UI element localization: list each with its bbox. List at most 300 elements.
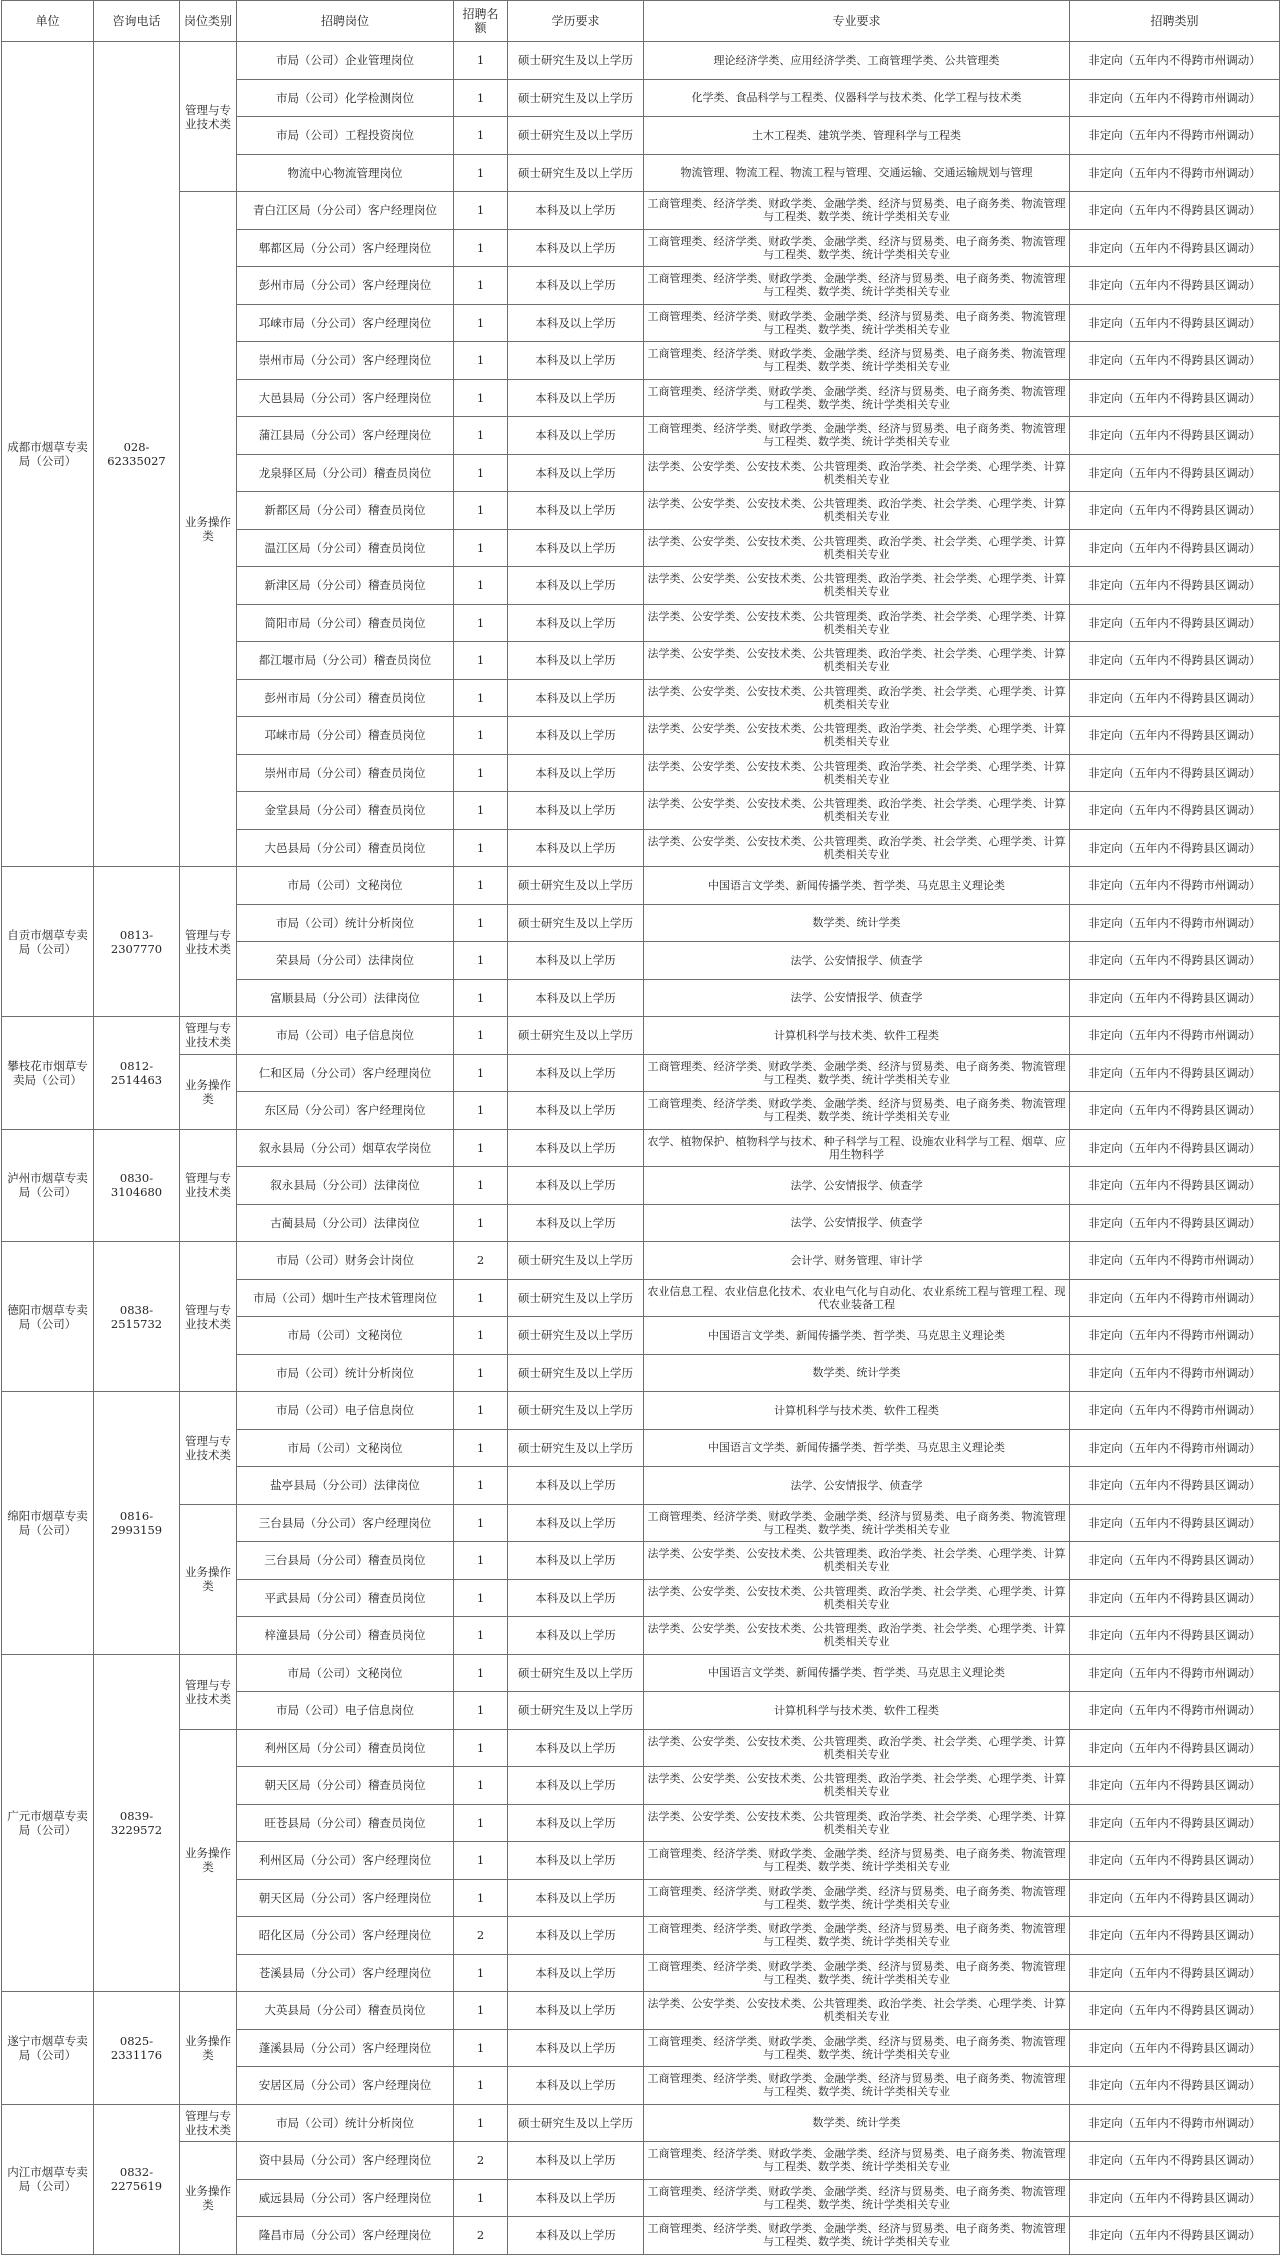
major: 法学、公安情报学、侦查学 <box>644 1467 1070 1505</box>
education: 本科及以上学历 <box>508 1879 644 1917</box>
major: 计算机科学与技术类、软件工程类 <box>644 1392 1070 1430</box>
table-row <box>2 1054 1280 1092</box>
position-name: 威远县局（分公司）客户经理岗位 <box>237 2179 454 2217</box>
position-name: 三台县局（分公司）客户经理岗位 <box>237 1504 454 1542</box>
position-category: 管理与专业技术类 <box>180 867 237 1017</box>
major: 工商管理类、经济学类、财政学类、金融学类、经济与贸易类、电子商务类、物流管理与工程类、数学类、统计学类相关专业 <box>644 1842 1070 1880</box>
major: 法学类、公安学类、公安技术类、公共管理类、政治学类、社会学类、心理学类、计算机类相关专业 <box>644 604 1070 642</box>
quota: 1 <box>454 2179 508 2217</box>
recruit-type: 非定向（五年内不得跨县区调动） <box>1070 229 1280 267</box>
recruit-type: 非定向（五年内不得跨县区调动） <box>1070 2067 1280 2105</box>
quota: 1 <box>454 792 508 830</box>
quota: 1 <box>454 1579 508 1617</box>
position-name: 市局（公司）统计分析岗位 <box>237 1354 454 1392</box>
position-category: 管理与专业技术类 <box>180 1129 237 1242</box>
quota: 1 <box>454 604 508 642</box>
education: 本科及以上学历 <box>508 829 644 867</box>
recruit-type: 非定向（五年内不得跨市州调动） <box>1070 117 1280 155</box>
position-name: 都江堰市局（分公司）稽查员岗位 <box>237 642 454 680</box>
major: 计算机科学与技术类、软件工程类 <box>644 1017 1070 1055</box>
position-category: 管理与专业技术类 <box>180 1392 237 1505</box>
position-name: 市局（公司）烟叶生产技术管理岗位 <box>237 1279 454 1317</box>
recruit-type: 非定向（五年内不得跨县区调动） <box>1070 1467 1280 1505</box>
education: 本科及以上学历 <box>508 267 644 305</box>
education: 硕士研究生及以上学历 <box>508 117 644 155</box>
unit-phone: 0816-2993159 <box>94 1392 180 1655</box>
position-name: 青白江区局（分公司）客户经理岗位 <box>237 192 454 230</box>
education: 硕士研究生及以上学历 <box>508 1242 644 1280</box>
recruit-type: 非定向（五年内不得跨县区调动） <box>1070 2217 1280 2255</box>
unit-phone: 0830-3104680 <box>94 1129 180 1242</box>
position-name: 资中县局（分公司）客户经理岗位 <box>237 2142 454 2180</box>
header-position: 招聘岗位 <box>237 1 454 42</box>
major: 农业信息工程、农业信息化技术、农业电气化与自动化、农业系统工程与管理工程、现代农业装备工程 <box>644 1279 1070 1317</box>
major: 法学类、公安学类、公安技术类、公共管理类、政治学类、社会学类、心理学类、计算机类相关专业 <box>644 754 1070 792</box>
major: 工商管理类、经济学类、财政学类、金融学类、经济与贸易类、电子商务类、物流管理与工程类、数学类、统计学类相关专业 <box>644 417 1070 455</box>
recruit-type: 非定向（五年内不得跨县区调动） <box>1070 454 1280 492</box>
recruit-type: 非定向（五年内不得跨县区调动） <box>1070 2179 1280 2217</box>
recruit-type: 非定向（五年内不得跨县区调动） <box>1070 2029 1280 2067</box>
position-name: 邛崃市局（分公司）稽查员岗位 <box>237 717 454 755</box>
major: 法学类、公安学类、公安技术类、公共管理类、政治学类、社会学类、心理学类、计算机类相关专业 <box>644 679 1070 717</box>
recruit-type: 非定向（五年内不得跨市州调动） <box>1070 1354 1280 1392</box>
quota: 1 <box>454 1429 508 1467</box>
unit-phone: 0813-2307770 <box>94 867 180 1017</box>
quota: 1 <box>454 979 508 1017</box>
position-name: 东区局（分公司）客户经理岗位 <box>237 1092 454 1130</box>
quota: 1 <box>454 417 508 455</box>
recruit-type: 非定向（五年内不得跨市州调动） <box>1070 1317 1280 1355</box>
recruit-type: 非定向（五年内不得跨县区调动） <box>1070 1617 1280 1655</box>
unit-name: 自贡市烟草专卖局（公司） <box>2 867 94 1017</box>
position-name: 彭州市局（分公司）稽查员岗位 <box>237 679 454 717</box>
position-name: 市局（公司）财务会计岗位 <box>237 1242 454 1280</box>
recruit-type: 非定向（五年内不得跨县区调动） <box>1070 1992 1280 2030</box>
unit-phone: 0839-3229572 <box>94 1654 180 1992</box>
education: 本科及以上学历 <box>508 1992 644 2030</box>
major: 工商管理类、经济学类、财政学类、金融学类、经济与贸易类、电子商务类、物流管理与工程类、数学类、统计学类相关专业 <box>644 229 1070 267</box>
education: 本科及以上学历 <box>508 1092 644 1130</box>
major: 法学类、公安学类、公安技术类、公共管理类、政治学类、社会学类、心理学类、计算机类相关专业 <box>644 829 1070 867</box>
education: 本科及以上学历 <box>508 417 644 455</box>
recruit-type: 非定向（五年内不得跨县区调动） <box>1070 1167 1280 1205</box>
quota: 1 <box>454 867 508 905</box>
quota: 1 <box>454 1842 508 1880</box>
quota: 2 <box>454 1917 508 1955</box>
major: 数学类、统计学类 <box>644 1354 1070 1392</box>
recruit-type: 非定向（五年内不得跨市州调动） <box>1070 1692 1280 1730</box>
quota: 1 <box>454 1129 508 1167</box>
recruit-type: 非定向（五年内不得跨县区调动） <box>1070 342 1280 380</box>
education: 本科及以上学历 <box>508 1842 644 1880</box>
position-name: 三台县局（分公司）稽查员岗位 <box>237 1542 454 1580</box>
position-category: 管理与专业技术类 <box>180 1654 237 1729</box>
recruit-type: 非定向（五年内不得跨县区调动） <box>1070 267 1280 305</box>
major: 法学类、公安学类、公安技术类、公共管理类、政治学类、社会学类、心理学类、计算机类相关专业 <box>644 1767 1070 1805</box>
recruit-type: 非定向（五年内不得跨市州调动） <box>1070 867 1280 905</box>
table-row <box>2 867 1280 905</box>
education: 本科及以上学历 <box>508 529 644 567</box>
recruit-type: 非定向（五年内不得跨市州调动） <box>1070 1392 1280 1430</box>
education: 本科及以上学历 <box>508 1804 644 1842</box>
position-name: 平武县局（分公司）稽查员岗位 <box>237 1579 454 1617</box>
recruit-type: 非定向（五年内不得跨市州调动） <box>1070 1279 1280 1317</box>
position-name: 利州区局（分公司）客户经理岗位 <box>237 1842 454 1880</box>
major: 化学类、食品科学与工程类、仪器科学与技术类、化学工程与技术类 <box>644 79 1070 117</box>
quota: 1 <box>454 1392 508 1430</box>
education: 本科及以上学历 <box>508 229 644 267</box>
education: 本科及以上学历 <box>508 1917 644 1955</box>
position-name: 叙永县局（分公司）法律岗位 <box>237 1167 454 1205</box>
position-name: 蒲江县局（分公司）客户经理岗位 <box>237 417 454 455</box>
quota: 1 <box>454 2104 508 2142</box>
quota: 1 <box>454 1954 508 1992</box>
recruit-type: 非定向（五年内不得跨县区调动） <box>1070 1129 1280 1167</box>
major: 法学类、公安学类、公安技术类、公共管理类、政治学类、社会学类、心理学类、计算机类相关专业 <box>644 1579 1070 1617</box>
table-row <box>2 1654 1280 1692</box>
major: 工商管理类、经济学类、财政学类、金融学类、经济与贸易类、电子商务类、物流管理与工程类、数学类、统计学类相关专业 <box>644 2029 1070 2067</box>
table-row <box>2 2142 1280 2180</box>
position-name: 新津区局（分公司）稽查员岗位 <box>237 567 454 605</box>
education: 本科及以上学历 <box>508 1129 644 1167</box>
education: 本科及以上学历 <box>508 717 644 755</box>
quota: 1 <box>454 1017 508 1055</box>
education: 硕士研究生及以上学历 <box>508 1392 644 1430</box>
recruit-type: 非定向（五年内不得跨县区调动） <box>1070 1767 1280 1805</box>
position-name: 隆昌市局（分公司）客户经理岗位 <box>237 2217 454 2255</box>
quota: 1 <box>454 117 508 155</box>
recruit-type: 非定向（五年内不得跨县区调动） <box>1070 192 1280 230</box>
education: 硕士研究生及以上学历 <box>508 867 644 905</box>
education: 硕士研究生及以上学历 <box>508 1354 644 1392</box>
education: 本科及以上学历 <box>508 379 644 417</box>
table-row <box>2 1242 1280 1280</box>
position-name: 苍溪县局（分公司）客户经理岗位 <box>237 1954 454 1992</box>
major: 工商管理类、经济学类、财政学类、金融学类、经济与贸易类、电子商务类、物流管理与工程类、数学类、统计学类相关专业 <box>644 1954 1070 1992</box>
major: 工商管理类、经济学类、财政学类、金融学类、经济与贸易类、电子商务类、物流管理与工程类、数学类、统计学类相关专业 <box>644 2217 1070 2255</box>
major: 法学类、公安学类、公安技术类、公共管理类、政治学类、社会学类、心理学类、计算机类相关专业 <box>644 1617 1070 1655</box>
recruit-type: 非定向（五年内不得跨市州调动） <box>1070 79 1280 117</box>
major: 工商管理类、经济学类、财政学类、金融学类、经济与贸易类、电子商务类、物流管理与工程类、数学类、统计学类相关专业 <box>644 1504 1070 1542</box>
header-type: 招聘类别 <box>1070 1 1280 42</box>
recruit-type: 非定向（五年内不得跨县区调动） <box>1070 1879 1280 1917</box>
education: 本科及以上学历 <box>508 567 644 605</box>
major: 工商管理类、经济学类、财政学类、金融学类、经济与贸易类、电子商务类、物流管理与工程类、数学类、统计学类相关专业 <box>644 342 1070 380</box>
table-row <box>2 1504 1280 1542</box>
major: 工商管理类、经济学类、财政学类、金融学类、经济与贸易类、电子商务类、物流管理与工程类、数学类、统计学类相关专业 <box>644 379 1070 417</box>
recruit-type: 非定向（五年内不得跨县区调动） <box>1070 529 1280 567</box>
unit-name: 内江市烟草专卖局（公司） <box>2 2104 94 2254</box>
major: 法学类、公安学类、公安技术类、公共管理类、政治学类、社会学类、心理学类、计算机类相关专业 <box>644 642 1070 680</box>
recruit-type: 非定向（五年内不得跨县区调动） <box>1070 1092 1280 1130</box>
unit-phone: 0838-2515732 <box>94 1242 180 1392</box>
position-name: 市局（公司）电子信息岗位 <box>237 1017 454 1055</box>
quota: 1 <box>454 567 508 605</box>
quota: 1 <box>454 342 508 380</box>
position-name: 富顺县局（分公司）法律岗位 <box>237 979 454 1017</box>
position-name: 金堂县局（分公司）稽查员岗位 <box>237 792 454 830</box>
major: 工商管理类、经济学类、财政学类、金融学类、经济与贸易类、电子商务类、物流管理与工程类、数学类、统计学类相关专业 <box>644 304 1070 342</box>
position-name: 市局（公司）文秘岗位 <box>237 1429 454 1467</box>
position-name: 市局（公司）化学检测岗位 <box>237 79 454 117</box>
position-name: 大邑县局（分公司）稽查员岗位 <box>237 829 454 867</box>
education: 本科及以上学历 <box>508 979 644 1017</box>
table-row <box>2 1392 1280 1430</box>
recruit-type: 非定向（五年内不得跨县区调动） <box>1070 567 1280 605</box>
recruit-type: 非定向（五年内不得跨县区调动） <box>1070 642 1280 680</box>
education: 本科及以上学历 <box>508 642 644 680</box>
education: 硕士研究生及以上学历 <box>508 2104 644 2142</box>
education: 本科及以上学历 <box>508 604 644 642</box>
recruit-type: 非定向（五年内不得跨县区调动） <box>1070 1054 1280 1092</box>
major: 法学、公安情报学、侦查学 <box>644 942 1070 980</box>
position-category: 管理与专业技术类 <box>180 1017 237 1055</box>
table-row <box>2 1992 1280 2030</box>
major: 数学类、统计学类 <box>644 2104 1070 2142</box>
table-row <box>2 2104 1280 2142</box>
position-name: 梓潼县局（分公司）稽查员岗位 <box>237 1617 454 1655</box>
unit-name: 攀枝花市烟草专卖局（公司） <box>2 1017 94 1130</box>
recruit-type: 非定向（五年内不得跨县区调动） <box>1070 792 1280 830</box>
recruit-type: 非定向（五年内不得跨县区调动） <box>1070 1204 1280 1242</box>
recruit-type: 非定向（五年内不得跨县区调动） <box>1070 1542 1280 1580</box>
unit-phone: 0832-2275619 <box>94 2104 180 2254</box>
recruit-type: 非定向（五年内不得跨市州调动） <box>1070 42 1280 80</box>
quota: 1 <box>454 1504 508 1542</box>
quota: 1 <box>454 229 508 267</box>
unit-name: 绵阳市烟草专卖局（公司） <box>2 1392 94 1655</box>
major: 工商管理类、经济学类、财政学类、金融学类、经济与贸易类、电子商务类、物流管理与工程类、数学类、统计学类相关专业 <box>644 1092 1070 1130</box>
unit-name: 泸州市烟草专卖局（公司） <box>2 1129 94 1242</box>
quota: 1 <box>454 1992 508 2030</box>
position-name: 市局（公司）统计分析岗位 <box>237 904 454 942</box>
major: 工商管理类、经济学类、财政学类、金融学类、经济与贸易类、电子商务类、物流管理与工程类、数学类、统计学类相关专业 <box>644 267 1070 305</box>
major: 法学类、公安学类、公安技术类、公共管理类、政治学类、社会学类、心理学类、计算机类相关专业 <box>644 1804 1070 1842</box>
major: 计算机科学与技术类、软件工程类 <box>644 1692 1070 1730</box>
quota: 1 <box>454 42 508 80</box>
recruit-type: 非定向（五年内不得跨县区调动） <box>1070 754 1280 792</box>
quota: 1 <box>454 267 508 305</box>
education: 本科及以上学历 <box>508 2067 644 2105</box>
major: 法学、公安情报学、侦查学 <box>644 1167 1070 1205</box>
education: 硕士研究生及以上学历 <box>508 42 644 80</box>
quota: 1 <box>454 154 508 192</box>
education: 硕士研究生及以上学历 <box>508 154 644 192</box>
recruit-type: 非定向（五年内不得跨县区调动） <box>1070 829 1280 867</box>
education: 本科及以上学历 <box>508 304 644 342</box>
position-name: 大邑县局（分公司）客户经理岗位 <box>237 379 454 417</box>
recruit-type: 非定向（五年内不得跨市州调动） <box>1070 2104 1280 2142</box>
education: 硕士研究生及以上学历 <box>508 79 644 117</box>
education: 本科及以上学历 <box>508 1579 644 1617</box>
major: 农学、植物保护、植物科学与技术、种子科学与工程、设施农业科学与工程、烟草、应用生物科学 <box>644 1129 1070 1167</box>
recruit-type: 非定向（五年内不得跨县区调动） <box>1070 717 1280 755</box>
quota: 1 <box>454 492 508 530</box>
position-name: 彭州市局（分公司）客户经理岗位 <box>237 267 454 305</box>
education: 本科及以上学历 <box>508 1542 644 1580</box>
quota: 1 <box>454 192 508 230</box>
table-row <box>2 1129 1280 1167</box>
education: 本科及以上学历 <box>508 1617 644 1655</box>
education: 本科及以上学历 <box>508 1729 644 1767</box>
header-unit: 单位 <box>2 1 94 42</box>
quota: 2 <box>454 1242 508 1280</box>
major: 土木工程类、建筑学类、管理科学与工程类 <box>644 117 1070 155</box>
quota: 1 <box>454 2029 508 2067</box>
recruit-type: 非定向（五年内不得跨市州调动） <box>1070 904 1280 942</box>
recruit-type: 非定向（五年内不得跨县区调动） <box>1070 1504 1280 1542</box>
unit-name: 遂宁市烟草专卖局（公司） <box>2 1992 94 2105</box>
quota: 1 <box>454 529 508 567</box>
table-row <box>2 1729 1280 1767</box>
major: 工商管理类、经济学类、财政学类、金融学类、经济与贸易类、电子商务类、物流管理与工程类、数学类、统计学类相关专业 <box>644 1879 1070 1917</box>
recruitment-table <box>1 0 1280 2255</box>
quota: 1 <box>454 1879 508 1917</box>
education: 本科及以上学历 <box>508 942 644 980</box>
position-name: 市局（公司）文秘岗位 <box>237 1317 454 1355</box>
major: 法学、公安情报学、侦查学 <box>644 1204 1070 1242</box>
position-name: 市局（公司）统计分析岗位 <box>237 2104 454 2142</box>
education: 本科及以上学历 <box>508 1167 644 1205</box>
table-row <box>2 192 1280 230</box>
education: 硕士研究生及以上学历 <box>508 1279 644 1317</box>
recruit-type: 非定向（五年内不得跨市州调动） <box>1070 1017 1280 1055</box>
recruit-type: 非定向（五年内不得跨县区调动） <box>1070 1804 1280 1842</box>
recruit-type: 非定向（五年内不得跨县区调动） <box>1070 2142 1280 2180</box>
education: 本科及以上学历 <box>508 754 644 792</box>
quota: 1 <box>454 2067 508 2105</box>
major: 工商管理类、经济学类、财政学类、金融学类、经济与贸易类、电子商务类、物流管理与工程类、数学类、统计学类相关专业 <box>644 1917 1070 1955</box>
recruit-type: 非定向（五年内不得跨县区调动） <box>1070 1917 1280 1955</box>
position-name: 龙泉驿区局（分公司）稽查员岗位 <box>237 454 454 492</box>
table-row <box>2 1017 1280 1055</box>
position-name: 新都区局（分公司）稽查员岗位 <box>237 492 454 530</box>
position-name: 简阳市局（分公司）稽查员岗位 <box>237 604 454 642</box>
quota: 1 <box>454 1692 508 1730</box>
quota: 1 <box>454 1204 508 1242</box>
quota: 1 <box>454 1092 508 1130</box>
position-name: 市局（公司）企业管理岗位 <box>237 42 454 80</box>
quota: 1 <box>454 829 508 867</box>
major: 中国语言文学类、新闻传播学类、哲学类、马克思主义理论类 <box>644 1429 1070 1467</box>
header-major: 专业要求 <box>644 1 1070 42</box>
recruit-type: 非定向（五年内不得跨县区调动） <box>1070 492 1280 530</box>
major: 工商管理类、经济学类、财政学类、金融学类、经济与贸易类、电子商务类、物流管理与工程类、数学类、统计学类相关专业 <box>644 192 1070 230</box>
position-name: 市局（公司）文秘岗位 <box>237 867 454 905</box>
quota: 1 <box>454 1542 508 1580</box>
quota: 1 <box>454 679 508 717</box>
quota: 1 <box>454 1467 508 1505</box>
position-name: 市局（公司）电子信息岗位 <box>237 1692 454 1730</box>
position-name: 崇州市局（分公司）稽查员岗位 <box>237 754 454 792</box>
education: 硕士研究生及以上学历 <box>508 1654 644 1692</box>
header-row <box>2 1 1280 42</box>
recruit-type: 非定向（五年内不得跨县区调动） <box>1070 1842 1280 1880</box>
education: 本科及以上学历 <box>508 1954 644 1992</box>
major: 法学、公安情报学、侦查学 <box>644 979 1070 1017</box>
position-name: 市局（公司）文秘岗位 <box>237 1654 454 1692</box>
unit-phone: 0812-2514463 <box>94 1017 180 1130</box>
header-phone: 咨询电话 <box>94 1 180 42</box>
unit-phone: 0825-2331176 <box>94 1992 180 2105</box>
position-name: 温江区局（分公司）稽查员岗位 <box>237 529 454 567</box>
education: 本科及以上学历 <box>508 2217 644 2255</box>
position-name: 物流中心物流管理岗位 <box>237 154 454 192</box>
major: 工商管理类、经济学类、财政学类、金融学类、经济与贸易类、电子商务类、物流管理与工程类、数学类、统计学类相关专业 <box>644 2142 1070 2180</box>
recruit-type: 非定向（五年内不得跨县区调动） <box>1070 679 1280 717</box>
position-category: 管理与专业技术类 <box>180 1242 237 1392</box>
major: 理论经济学类、应用经济学类、工商管理学类、公共管理类 <box>644 42 1070 80</box>
education: 本科及以上学历 <box>508 2179 644 2217</box>
position-name: 郫都区局（分公司）客户经理岗位 <box>237 229 454 267</box>
unit-name: 德阳市烟草专卖局（公司） <box>2 1242 94 1392</box>
recruit-type: 非定向（五年内不得跨县区调动） <box>1070 604 1280 642</box>
quota: 1 <box>454 904 508 942</box>
table-row <box>2 42 1280 80</box>
quota: 2 <box>454 2217 508 2255</box>
education: 本科及以上学历 <box>508 454 644 492</box>
position-name: 盐亭县局（分公司）法律岗位 <box>237 1467 454 1505</box>
major: 法学类、公安学类、公安技术类、公共管理类、政治学类、社会学类、心理学类、计算机类相关专业 <box>644 567 1070 605</box>
recruit-type: 非定向（五年内不得跨县区调动） <box>1070 979 1280 1017</box>
education: 硕士研究生及以上学历 <box>508 1317 644 1355</box>
education: 本科及以上学历 <box>508 342 644 380</box>
quota: 1 <box>454 1654 508 1692</box>
quota: 1 <box>454 1054 508 1092</box>
education: 本科及以上学历 <box>508 1467 644 1505</box>
position-category: 业务操作类 <box>180 1729 237 1992</box>
education: 本科及以上学历 <box>508 492 644 530</box>
recruit-type: 非定向（五年内不得跨市州调动） <box>1070 1242 1280 1280</box>
quota: 1 <box>454 717 508 755</box>
education: 本科及以上学历 <box>508 1767 644 1805</box>
major: 中国语言文学类、新闻传播学类、哲学类、马克思主义理论类 <box>644 867 1070 905</box>
quota: 1 <box>454 454 508 492</box>
major: 工商管理类、经济学类、财政学类、金融学类、经济与贸易类、电子商务类、物流管理与工程类、数学类、统计学类相关专业 <box>644 1054 1070 1092</box>
recruit-type: 非定向（五年内不得跨市州调动） <box>1070 1654 1280 1692</box>
position-name: 朝天区局（分公司）客户经理岗位 <box>237 1879 454 1917</box>
position-name: 利州区局（分公司）稽查员岗位 <box>237 1729 454 1767</box>
position-category: 管理与专业技术类 <box>180 2104 237 2142</box>
unit-phone: 028-62335027 <box>94 42 180 867</box>
recruit-type: 非定向（五年内不得跨县区调动） <box>1070 942 1280 980</box>
education: 硕士研究生及以上学历 <box>508 1429 644 1467</box>
major: 法学类、公安学类、公安技术类、公共管理类、政治学类、社会学类、心理学类、计算机类相关专业 <box>644 1729 1070 1767</box>
quota: 1 <box>454 379 508 417</box>
quota: 1 <box>454 1617 508 1655</box>
quota: 1 <box>454 1167 508 1205</box>
major: 法学类、公安学类、公安技术类、公共管理类、政治学类、社会学类、心理学类、计算机类相关专业 <box>644 717 1070 755</box>
position-category: 业务操作类 <box>180 1992 237 2105</box>
position-category: 管理与专业技术类 <box>180 42 237 192</box>
quota: 1 <box>454 1317 508 1355</box>
major: 工商管理类、经济学类、财政学类、金融学类、经济与贸易类、电子商务类、物流管理与工程类、数学类、统计学类相关专业 <box>644 2179 1070 2217</box>
position-name: 大英县局（分公司）稽查员岗位 <box>237 1992 454 2030</box>
position-category: 业务操作类 <box>180 192 237 867</box>
quota: 1 <box>454 1729 508 1767</box>
position-category: 业务操作类 <box>180 1504 237 1654</box>
position-category: 业务操作类 <box>180 2142 237 2255</box>
major: 中国语言文学类、新闻传播学类、哲学类、马克思主义理论类 <box>644 1654 1070 1692</box>
education: 本科及以上学历 <box>508 1204 644 1242</box>
recruit-type: 非定向（五年内不得跨市州调动） <box>1070 154 1280 192</box>
education: 硕士研究生及以上学历 <box>508 1017 644 1055</box>
recruit-type: 非定向（五年内不得跨县区调动） <box>1070 304 1280 342</box>
major: 法学类、公安学类、公安技术类、公共管理类、政治学类、社会学类、心理学类、计算机类相关专业 <box>644 1992 1070 2030</box>
education: 本科及以上学历 <box>508 192 644 230</box>
position-name: 朝天区局（分公司）稽查员岗位 <box>237 1767 454 1805</box>
position-name: 安居区局（分公司）客户经理岗位 <box>237 2067 454 2105</box>
